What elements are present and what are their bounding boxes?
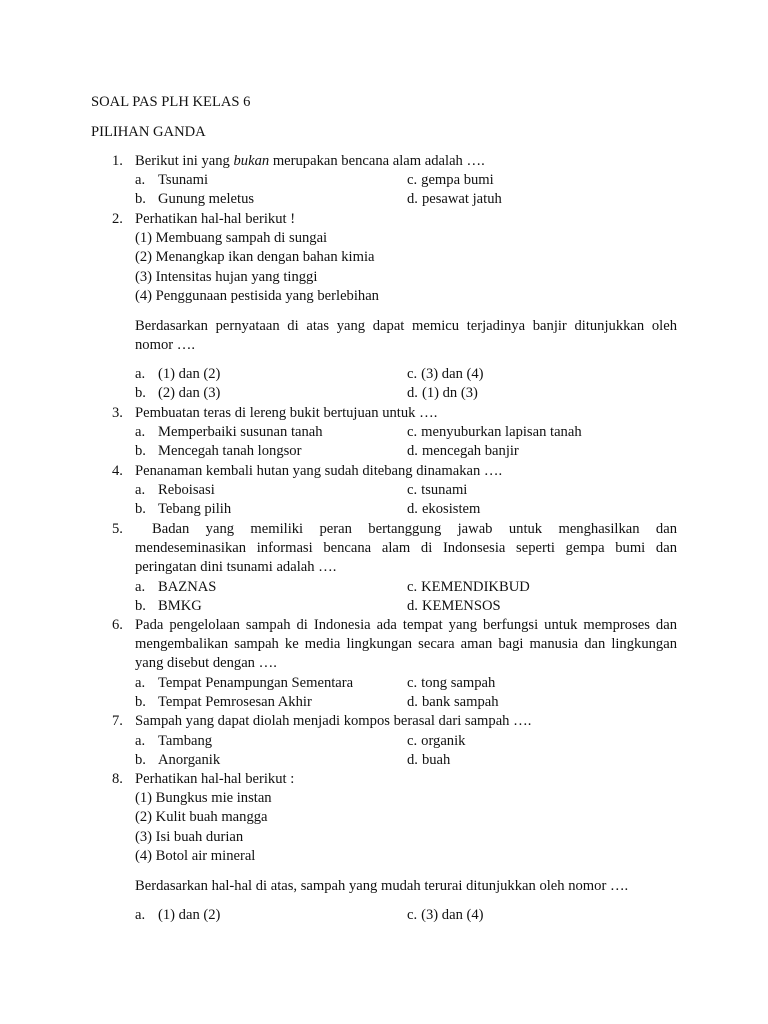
option-c: c. organik (407, 733, 466, 749)
option-c: c. tsunami (407, 482, 468, 498)
statement-item: (2) Kulit buah mangga (135, 809, 268, 825)
question-number: 4. (112, 463, 123, 479)
option-a: a. (1) dan (2) (135, 366, 221, 382)
question-text: Perhatikan hal-hal berikut : (135, 771, 295, 787)
statement-item: (4) Botol air mineral (135, 848, 256, 864)
option-a: a. (1) dan (2) (135, 907, 221, 923)
option-c: c. tong sampah (407, 675, 496, 691)
statement-item: (3) Isi buah durian (135, 829, 244, 845)
statement-item: (3) Intensitas hujan yang tinggi (135, 269, 318, 285)
option-c: c. gempa bumi (407, 172, 494, 188)
question-number: 8. (112, 771, 123, 787)
option-c: c. (3) dan (4) (407, 907, 484, 923)
option-b: b. Mencegah tanah longsor (135, 443, 302, 459)
option-b: b. Tebang pilih (135, 501, 232, 517)
option-a: a. Tempat Penampungan Sementara (135, 675, 354, 691)
question-text: Sampah yang dapat diolah menjadi kompos berasal dari sampah …. (135, 713, 532, 729)
question-prompt: Berdasarkan hal-hal di atas, sampah yang mudah terurai ditunjukkan oleh nomor …. (135, 878, 629, 894)
question-number: 3. (112, 405, 123, 421)
question-text: Pembuatan teras di lereng bukit bertujuan untuk …. (135, 405, 438, 421)
question-number: 5. (112, 521, 123, 537)
option-b: b. Tempat Pemrosesan Akhir (135, 694, 312, 710)
option-a: a. Memperbaiki susunan tanah (135, 424, 323, 440)
option-b: b. Anorganik (135, 752, 221, 768)
option-c: c. KEMENDIKBUD (407, 579, 530, 595)
question-text: Badan yang memiliki peran bertanggung jawab untuk menghasilkan dan mendeseminasikan informasi bencana alam di Indonsesia seperti gempa bumi dan peringatan dini tsunami adalah …. (135, 521, 677, 575)
option-d: d. pesawat jatuh (407, 191, 502, 207)
option-d: d. bank sampah (407, 694, 499, 710)
option-c: c. menyuburkan lapisan tanah (407, 424, 582, 440)
option-c: c. (3) dan (4) (407, 366, 484, 382)
statement-item: (4) Penggunaan pestisida yang berlebihan (135, 288, 379, 304)
question-number: 2. (112, 211, 123, 227)
question-number: 6. (112, 617, 123, 633)
option-a: a. Tambang (135, 733, 213, 749)
option-a: a. Tsunami (135, 172, 209, 188)
emphasis-word: bukan (233, 153, 270, 169)
option-b: b. (2) dan (3) (135, 385, 221, 401)
question-text: Penanaman kembali hutan yang sudah ditebang dinamakan …. (135, 463, 503, 479)
option-b: b. Gunung meletus (135, 191, 255, 207)
question-number: 1. (112, 153, 123, 169)
question-prompt: Berdasarkan pernyataan di atas yang dapat memicu terjadinya banjir ditunjukkan oleh nomor …. (135, 318, 677, 353)
option-d: d. (1) dn (3) (407, 385, 478, 401)
option-a: a. Reboisasi (135, 482, 215, 498)
question-text: Perhatikan hal-hal berikut ! (135, 211, 296, 227)
question-number: 7. (112, 713, 123, 729)
option-d: d. buah (407, 752, 451, 768)
question-text: Pada pengelolaan sampah di Indonesia ada tempat yang berfungsi untuk memproses dan mengembalikan sampah ke media lingkungan secara aman bagi manusia dan lingkungan yang disebut dengan …. (135, 617, 677, 671)
option-a: a. BAZNAS (135, 579, 217, 595)
question-text: Berikut ini yang bukan merupakan bencana alam adalah …. (135, 153, 485, 169)
statement-item: (1) Membuang sampah di sungai (135, 230, 328, 246)
option-d: d. mencegah banjir (407, 443, 519, 459)
option-b: b. BMKG (135, 598, 202, 614)
section-heading: PILIHAN GANDA (91, 124, 206, 140)
statement-item: (1) Bungkus mie instan (135, 790, 272, 806)
document-title: SOAL PAS PLH KELAS 6 (91, 94, 251, 110)
option-d: d. ekosistem (407, 501, 481, 517)
option-d: d. KEMENSOS (407, 598, 501, 614)
statement-item: (2) Menangkap ikan dengan bahan kimia (135, 249, 375, 265)
